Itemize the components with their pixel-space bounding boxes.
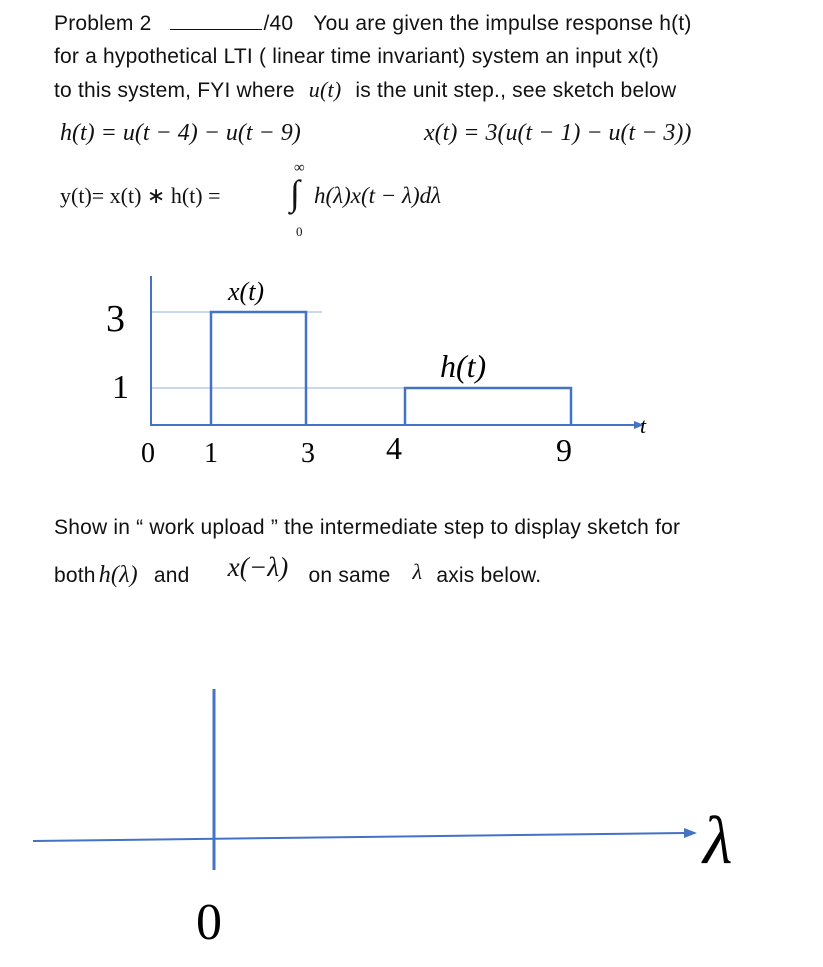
- x-definition: x(t) = 3(u(t − 1) − u(t − 3)): [424, 120, 692, 146]
- line3-pre: to this system, FYI where: [54, 79, 295, 102]
- integrand: h(λ)x(t − λ)dλ: [314, 183, 442, 208]
- unit-step-symbol: u(t): [308, 77, 342, 102]
- integral-lower-limit: 0: [296, 224, 303, 239]
- word-both: both: [54, 564, 96, 587]
- h-pulse-label: h(t): [440, 348, 487, 384]
- x-tick-3: 3: [301, 438, 315, 469]
- word-and: and: [153, 564, 190, 587]
- origin-label: 0: [196, 894, 222, 951]
- integral-sign: ∫: [290, 173, 300, 213]
- x-tick-4: 4: [386, 430, 402, 466]
- lambda-inline-symbol: λ: [412, 559, 423, 584]
- y-tick-1: 1: [112, 369, 129, 406]
- convolution-lhs: y(t)= x(t) ∗ h(t) =: [60, 183, 221, 208]
- t-axis-label: t: [640, 413, 647, 438]
- h-lambda-symbol: h(λ): [98, 562, 138, 588]
- score-total: /40: [263, 12, 294, 35]
- instruction-line-2: [54, 552, 542, 593]
- x-tick-9: 9: [556, 432, 572, 468]
- signal-sketch: [0, 0, 823, 480]
- h-pulse: [405, 388, 571, 425]
- x-neg-lambda-symbol: x(−λ): [227, 552, 289, 582]
- h-definition: h(t) = u(t − 4) − u(t − 9): [60, 120, 301, 146]
- x-tick-1: 1: [204, 438, 218, 469]
- problem-intro: You are given the impulse response h(t): [313, 12, 692, 35]
- integral-upper-limit: ∞: [294, 160, 305, 176]
- x-tick-0: 0: [141, 438, 155, 469]
- problem-label: Problem 2: [54, 12, 152, 35]
- sketch2-lambda-axis: [33, 833, 684, 841]
- lambda-axis-arrowhead: [684, 828, 697, 838]
- lambda-axis-label: λ: [703, 802, 733, 878]
- word-on-same: on same: [308, 564, 391, 587]
- x-pulse: [211, 312, 306, 425]
- instruction-line-1: Show in “ work upload ” the intermediate step to display sketch for: [54, 516, 681, 539]
- lambda-axis-sketch: [0, 677, 823, 967]
- problem-line-2: for a hypothetical LTI ( linear time invariant) system an input x(t): [54, 45, 659, 68]
- line3-post: is the unit step., see sketch below: [355, 79, 677, 102]
- word-axis-below: axis below.: [436, 564, 542, 587]
- y-tick-3: 3: [106, 298, 125, 340]
- x-pulse-label: x(t): [228, 277, 265, 306]
